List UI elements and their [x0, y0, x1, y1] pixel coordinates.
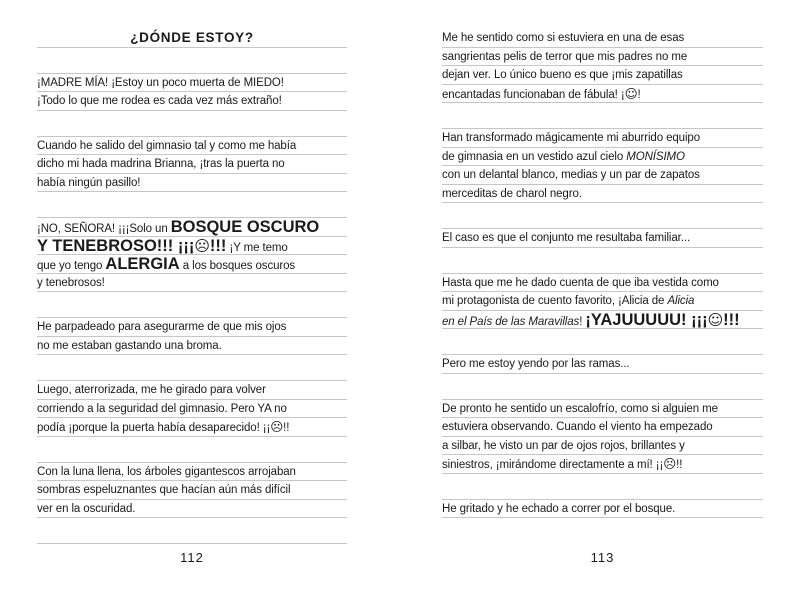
text-line — [442, 437, 763, 456]
text-segment: con un delantal blanco, medias y un par de zapatos — [442, 169, 700, 181]
text-segment: a los bosques oscuros — [179, 260, 296, 272]
blank-ruled-line — [37, 192, 347, 218]
blank-ruled-line — [442, 474, 763, 500]
text-line — [442, 229, 763, 248]
page-title: ¿DÓNDE ESTOY? — [37, 29, 347, 48]
blank-ruled-line — [442, 248, 763, 274]
text-line — [442, 66, 763, 85]
blank-ruled-line — [37, 111, 347, 137]
frowny-face-icon: ☹ — [663, 456, 677, 471]
text-segment: ¡NO, SEÑORA! ¡¡¡Solo un — [37, 223, 171, 235]
text-segment: siniestros, ¡mirándome directamente a mí! ¡¡ — [442, 459, 664, 471]
text-segment: y tenebrosos! — [37, 276, 105, 289]
text-segment: BOSQUE OSCURO — [170, 218, 320, 236]
text-segment: que yo tengo — [37, 260, 106, 272]
text-segment: mi protagonista de cuento favorito, ¡Alicia de — [442, 295, 668, 307]
text-segment: ALERGIA — [105, 255, 180, 273]
text-segment: De pronto he sentido un escalofrío, como si alguien me — [442, 402, 718, 415]
blank-ruled-line — [37, 518, 347, 544]
text-line — [37, 174, 347, 193]
text-line — [37, 274, 347, 293]
page-left — [37, 29, 347, 544]
frowny-face-icon: ☹ — [270, 419, 284, 434]
text-line — [37, 337, 347, 356]
text-line — [37, 74, 347, 93]
text-segment: Me he sentido como si estuviera en una de esas — [442, 32, 685, 44]
blank-ruled-line — [442, 374, 763, 400]
text-line — [37, 218, 347, 237]
text-segment: en el País de las Maravillas — [442, 315, 580, 328]
frowny-face-icon: ☹ — [194, 236, 210, 255]
text-segment: Luego, aterrorizada, me he girado para volver — [37, 384, 266, 396]
text-segment: dejan ver. Lo único bueno es que ¡mis zapatillas — [442, 69, 683, 81]
text-line — [37, 155, 347, 174]
text-segment: !!! — [723, 310, 740, 329]
blank-ruled-line — [37, 437, 347, 463]
text-segment: Hasta que me he dado cuenta de que iba vestida como — [442, 276, 719, 289]
text-segment: ¡Y me temo — [226, 241, 288, 254]
text-line — [37, 92, 347, 111]
text-segment: Y TENEBROSO!!! ¡¡¡ — [37, 236, 195, 255]
text-line — [37, 381, 347, 400]
text-segment: He gritado y he echado a correr por el bosque. — [442, 502, 676, 515]
text-segment: !! — [283, 422, 290, 434]
text-line — [442, 355, 763, 374]
text-segment: Han transformado mágicamente mi aburrido equipo — [442, 132, 701, 144]
text-segment: ¡YAJUUUUU! ¡¡¡ — [585, 310, 708, 329]
text-line — [37, 481, 347, 500]
text-segment: había ningún pasillo! — [37, 176, 141, 189]
text-segment: de gimnasia en un vestido azul cielo — [442, 150, 627, 163]
smiley-face-icon: ☺ — [624, 85, 638, 101]
text-segment: !! — [676, 459, 683, 471]
blank-ruled-line — [442, 103, 763, 129]
page-number-left: 112 — [180, 550, 204, 565]
text-segment: corriendo a la seguridad del gimnasio. Pero YA no — [37, 402, 287, 415]
text-segment: encantadas funcionaban de fábula! ¡ — [442, 88, 625, 101]
blank-ruled-line — [442, 203, 763, 229]
text-segment: ! — [637, 88, 641, 101]
text-segment: dicho mi hada madrina Brianna, ¡tras la puerta no — [37, 158, 285, 170]
text-line — [37, 318, 347, 337]
text-line — [442, 85, 763, 104]
text-segment: ! — [579, 315, 586, 328]
text-line — [442, 418, 763, 437]
text-line — [442, 29, 763, 48]
text-line — [442, 455, 763, 474]
text-line — [37, 418, 347, 437]
text-line — [442, 400, 763, 419]
text-line — [37, 255, 347, 274]
text-segment: ¡Todo lo que me rodea es cada vez más extraño! — [37, 95, 282, 107]
text-line — [37, 500, 347, 519]
blank-ruled-line — [442, 329, 763, 355]
text-segment: ¡MADRE MÍA! ¡Estoy un poco muerta de MIEDO! — [37, 76, 284, 89]
text-segment: El caso es que el conjunto me resultaba familiar... — [442, 232, 691, 244]
page-right — [442, 29, 763, 518]
text-segment: no me estaban gastando una broma. — [37, 339, 222, 352]
text-segment: MONÍSIMO — [626, 150, 685, 163]
text-line — [442, 311, 763, 330]
text-segment: sangrientas pelis de terror que mis padres no me — [442, 50, 688, 63]
text-segment: podía ¡porque la puerta había desaparecido! ¡¡ — [37, 422, 271, 434]
blank-ruled-line — [37, 355, 347, 381]
text-segment: !!! — [209, 236, 227, 255]
smiley-face-icon: ☺ — [707, 310, 724, 329]
text-line — [442, 166, 763, 185]
text-line — [37, 463, 347, 482]
text-line — [37, 137, 347, 156]
text-segment: ver en la oscuridad. — [37, 502, 136, 515]
text-segment: Con la luna llena, los árboles gigantescos arrojaban — [37, 465, 296, 478]
text-segment: merceditas de charol negro. — [442, 187, 582, 200]
text-line — [442, 48, 763, 67]
text-line — [37, 237, 347, 256]
text-line — [442, 185, 763, 204]
text-segment: He parpadeado para asegurarme de que mis ojos — [37, 321, 287, 333]
text-segment: Alicia — [667, 295, 695, 307]
blank-ruled-line — [37, 48, 347, 74]
text-line — [442, 292, 763, 311]
text-line — [442, 500, 763, 519]
text-line — [37, 400, 347, 419]
text-line — [442, 129, 763, 148]
text-segment: Cuando he salido del gimnasio tal y como me había — [37, 139, 297, 152]
page-number-right: 113 — [590, 550, 615, 565]
text-segment: a silbar, he visto un par de ojos rojos, brillantes y — [442, 439, 685, 452]
text-segment: estuviera observando. Cuando el viento ha empezado — [442, 421, 713, 433]
text-segment: Pero me estoy yendo por las ramas... — [442, 358, 630, 370]
text-line — [442, 148, 763, 167]
blank-ruled-line — [37, 292, 347, 318]
text-segment: sombras espeluznantes que hacían aún más difícil — [37, 484, 291, 496]
text-line — [442, 274, 763, 293]
